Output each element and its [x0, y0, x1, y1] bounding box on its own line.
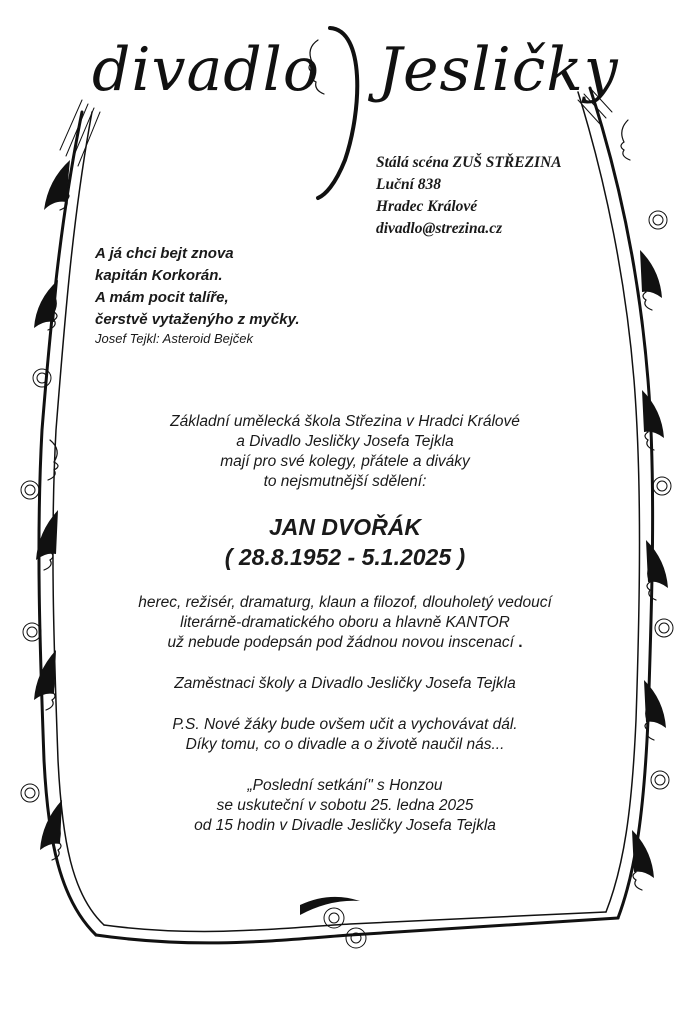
- description-period: .: [518, 634, 523, 651]
- address-line-1: Stálá scéna ZUŠ STŘEZINA: [376, 154, 562, 171]
- poem-line: A mám pocit talíře,: [95, 289, 229, 306]
- life-dates: ( 28.8.1952 - 5.1.2025 ): [224, 544, 466, 570]
- address-email: divadlo@strezina.cz: [376, 220, 503, 237]
- intro-line: mají pro své kolegy, přátele a diváky: [220, 453, 470, 470]
- poem-line: kapitán Korkorán.: [95, 267, 223, 284]
- ps-line: Díky tomu, co o divadle a o životě naučil nás...: [185, 736, 505, 753]
- description-line: literárně-dramatického oboru a hlavně KANTOR: [180, 614, 510, 631]
- description-line: herec, režisér, dramaturg, klaun a filozof, dlouholetý vedoucí: [138, 594, 552, 611]
- intro-line: Základní umělecká škola Střezina v Hradci Králové: [170, 413, 520, 430]
- intro-line: to nejsmutnější sdělení:: [263, 473, 427, 490]
- poem-source: Josef Tejkl: Asteroid Bejček: [95, 331, 253, 346]
- description-text: už nebude podepsán pod žádnou novou inscenací: [167, 634, 514, 651]
- announcement: [70, 412, 620, 836]
- poem-line: čerstvě vytaženýho z myčky.: [95, 311, 300, 328]
- signature-line: Zaměstnaci školy a Divadlo Jesličky Josefa Tejkla: [174, 675, 516, 692]
- address-line-3: Hradec Králové: [376, 198, 478, 215]
- logo-jeslicky: Jesličky: [378, 35, 619, 105]
- event-line: od 15 hodin v Divadle Jesličky Josefa Tejkla: [194, 817, 496, 834]
- address-line-2: Luční 838: [376, 176, 442, 193]
- theatre-address: [376, 152, 562, 240]
- event-line: „Poslední setkání" s Honzou: [247, 777, 443, 794]
- poem-line: A já chci bejt znova: [95, 245, 234, 262]
- description-line: [70, 633, 620, 653]
- event-line: se uskuteční v sobotu 25. ledna 2025: [216, 797, 474, 814]
- logo-curl: [318, 28, 357, 198]
- deceased-name: JAN DVOŘÁK: [268, 514, 422, 540]
- poem-quote: [95, 243, 300, 347]
- intro-line: a Divadlo Jesličky Josefa Tejkla: [236, 433, 454, 450]
- logo-divadlo: divadlo: [92, 35, 320, 105]
- ps-line: P.S. Nové žáky bude ovšem učit a vychovávat dál.: [172, 716, 518, 733]
